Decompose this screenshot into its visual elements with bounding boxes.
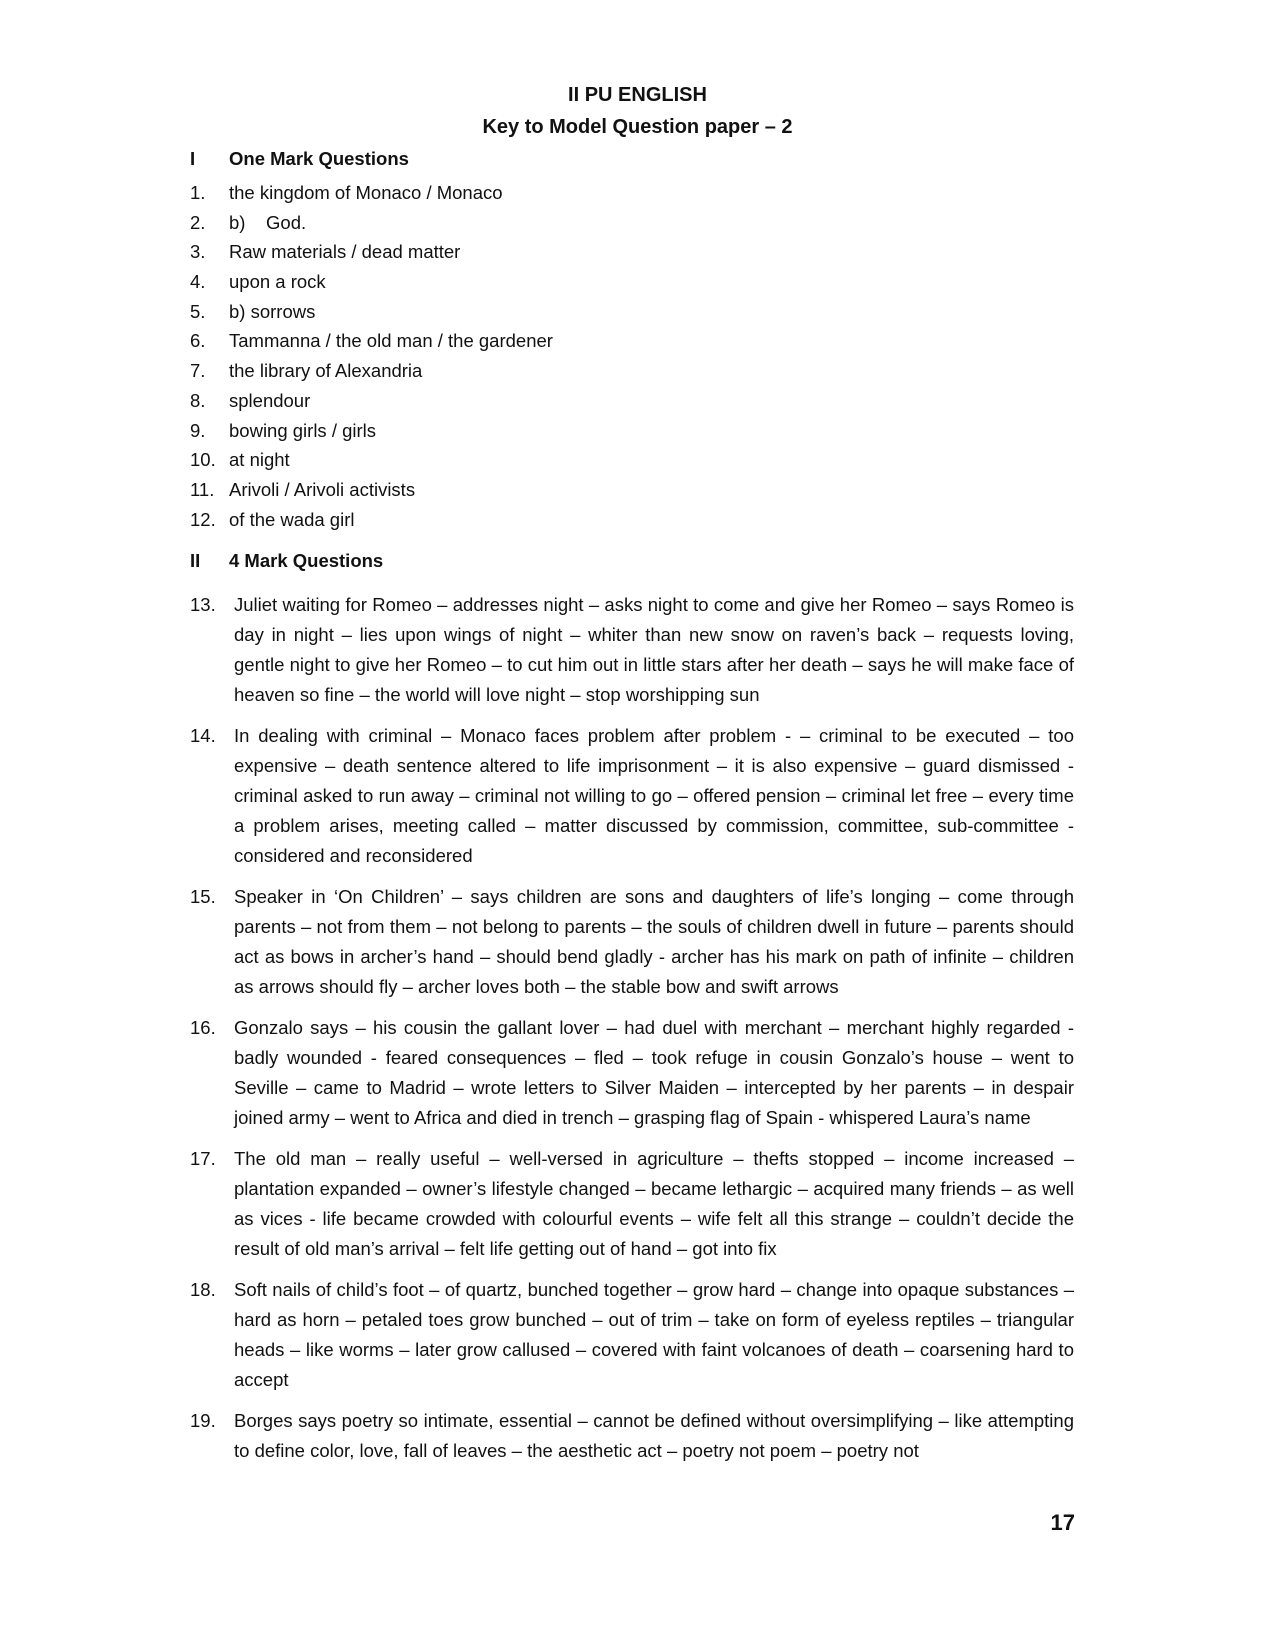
item-number: 13.: [190, 594, 216, 615]
item-text: splendour: [229, 389, 311, 411]
list-item: [190, 416, 1050, 446]
item-text: of the wada girl: [229, 508, 355, 530]
item-number: 18.: [190, 1279, 216, 1300]
section-title: 4 Mark Questions: [229, 550, 384, 571]
section-number: I: [190, 148, 196, 169]
item-number: 17.: [190, 1148, 216, 1169]
answer-item: [190, 590, 1074, 710]
item-text: bowing girls / girls: [229, 419, 377, 441]
list-item: [190, 267, 1050, 297]
item-text: Tammanna / the old man / the gardener: [229, 330, 553, 352]
page-number: 17: [1050, 1510, 1075, 1535]
item-number: 1.: [190, 182, 206, 203]
item-text: at night: [229, 449, 290, 471]
item-text: Raw materials / dead matter: [229, 241, 461, 263]
item-number: 9.: [190, 419, 206, 441]
item-number: 15.: [190, 886, 216, 907]
answer-text: Gonzalo says – his cousin the gallant lover – had duel with merchant – merchant highly regarded - badly wounded - feared consequences – fled – took refuge in cousin Gonzalo’s house – went to Seville – came to Madrid – wrote letters to Silver Maiden – intercepted by her parents – in despair joined army – went to Africa and died in trench – grasping flag of Spain - whispered Laura’s name: [234, 1017, 1074, 1128]
answer-text: Speaker in ‘On Children’ – says children are sons and daughters of life’s longing – come through parents – not from them – not belong to parents – the souls of children dwell in future – parents should act as bows in archer’s hand – should bend gladly - archer has his mark on path of infinite – children as arrows should fly – archer loves both – the stable bow and swift arrows: [234, 886, 1074, 997]
list-item: [190, 297, 1050, 327]
item-number: 4.: [190, 271, 206, 293]
list-item: [190, 475, 1050, 505]
item-number: 2.: [190, 211, 206, 233]
item-number: 11.: [190, 478, 215, 500]
answer-item: [190, 1144, 1074, 1264]
item-text: b) sorrows: [229, 300, 316, 322]
answer-text: The old man – really useful – well-versed in agriculture – thefts stopped – income increased – plantation expanded – owner’s lifestyle changed – became lethargic – acquired many friends – as well as vices - life became crowded with colourful events – wife felt all this strange – couldn’t decide the result of old man’s arrival – felt life getting out of hand – got into fix: [234, 1148, 1074, 1259]
list-item: [190, 326, 1050, 356]
answer-item: [190, 882, 1074, 1002]
list-item: [190, 237, 1050, 267]
answer-item: [190, 1013, 1074, 1133]
answer-text: In dealing with criminal – Monaco faces problem after problem - – criminal to be executed – too expensive – death sentence altered to life imprisonment – it is also expensive – guard dismissed - criminal asked to run away – criminal not willing to go – offered pension – criminal let free – every time a problem arises, meeting called – matter discussed by commission, committee, sub-committee - considered and reconsidered: [234, 725, 1074, 866]
answer-item: [190, 1275, 1074, 1395]
item-number: 10.: [190, 449, 216, 471]
item-text: upon a rock: [229, 271, 326, 293]
section-heading-one-mark: [190, 148, 409, 170]
answer-item: [190, 1406, 1074, 1466]
item-number: 7.: [190, 360, 206, 382]
item-number: 12.: [190, 508, 216, 530]
document-title: II PU ENGLISH: [568, 84, 707, 106]
section-number: II: [190, 550, 201, 571]
list-item: [190, 445, 1050, 475]
list-item: [190, 386, 1050, 416]
item-text: the kingdom of Monaco / Monaco: [229, 182, 503, 203]
section-heading-four-mark: [190, 550, 383, 572]
answer-text: Soft nails of child’s foot – of quartz, bunched together – grow hard – change into opaque substances – hard as horn – petaled toes grow bunched – out of trim – take on form of eyeless reptiles – triangular heads – like worms – later grow callused – covered with faint volcanoes of death – coarsening hard to accept: [234, 1279, 1074, 1390]
list-item: [190, 505, 1050, 535]
item-number: 14.: [190, 725, 216, 746]
answer-text: Borges says poetry so intimate, essential – cannot be defined without oversimplifying – like attempting to define color, love, fall of leaves – the aesthetic act – poetry not poem – poetry not: [234, 1410, 1074, 1461]
document-subtitle: Key to Model Question paper – 2: [482, 116, 793, 138]
item-number: 3.: [190, 241, 206, 263]
one-mark-answer-list: [190, 178, 1050, 534]
list-item: [190, 208, 1050, 238]
item-number: 16.: [190, 1017, 216, 1038]
section-title: One Mark Questions: [229, 148, 409, 169]
item-text: b) God.: [229, 211, 307, 233]
four-mark-answer-list: [190, 590, 1074, 1477]
item-number: 5.: [190, 300, 206, 322]
item-number: 6.: [190, 330, 206, 352]
answer-item: [190, 721, 1074, 871]
list-item: [190, 356, 1050, 386]
item-number: 8.: [190, 389, 206, 411]
answer-text: Juliet waiting for Romeo – addresses night – asks night to come and give her Romeo – says Romeo is day in night – lies upon wings of night – whiter than new snow on raven’s back – requests loving, gentle night to give her Romeo – to cut him out in little stars after her death – says he will make face of heaven so fine – the world will love night – stop worshipping sun: [234, 594, 1074, 705]
item-number: 19.: [190, 1410, 216, 1431]
item-text: Arivoli / Arivoli activists: [229, 478, 416, 500]
item-text: the library of Alexandria: [229, 360, 423, 382]
list-item: [190, 178, 1050, 208]
